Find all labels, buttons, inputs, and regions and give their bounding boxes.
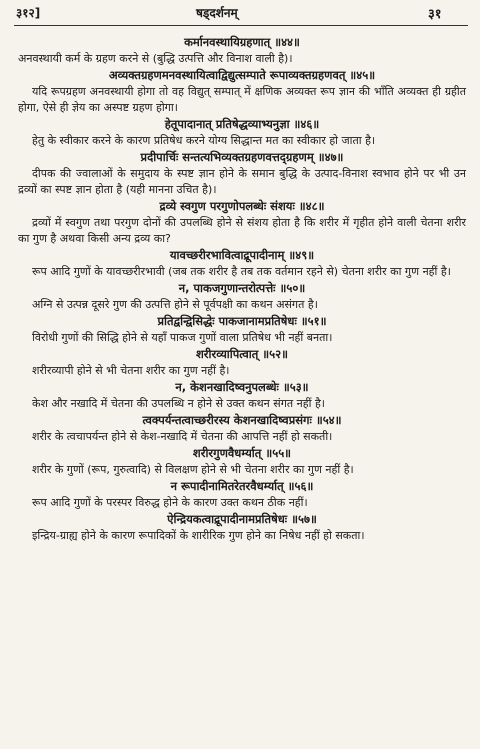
sutra-49: यावच्छरीरभावित्वाद्रूपादीनाम् ॥४९॥ xyxy=(169,248,315,262)
commentary-52: शरीरव्यापी होने से भी चेतना शरीर का गुण नहीं है। xyxy=(32,364,230,377)
sutra-57: ऐन्द्रियकत्वाद्रूपादीनामप्रतिषेधः ॥५७॥ xyxy=(167,512,317,526)
commentary-56: रूप आदि गुणों के परस्पर विरुद्ध होने के कारण उक्त कथन ठीक नहीं। xyxy=(32,496,308,509)
sutra-56: न रूपादीनामितरेतरवैधर्म्यात् ॥५६॥ xyxy=(170,479,314,493)
sutra-54: त्वक्पर्यन्तत्वाच्छरीरस्य केशनखादिष्वप्रसंगः ॥५४॥ xyxy=(142,413,342,427)
page-header xyxy=(0,4,480,22)
page-body xyxy=(18,34,466,544)
commentary-48: द्रव्यों में स्वगुण तथा परगुण दोनों की उपलब्धि होने से संशय होता है कि शरीर में गृहीत होने वाली चेतना शरीर का गुण है अथवा किसी अन्य द्रव्य का? xyxy=(18,216,466,245)
commentary-57: इन्द्रिय-ग्राह्य होने के कारण रूपादिकों के शारीरिक गुण होने का निषेध नहीं हो सकता। xyxy=(32,529,365,542)
commentary-54: शरीर के त्वचापर्यन्त होने से केश-नखादि में चेतना की आपत्ति नहीं हो सकती। xyxy=(32,430,333,443)
commentary-51: विरोधी गुणों की सिद्धि होने से यहाँ पाकज गुणों वाला प्रतिषेध भी नहीं बनता। xyxy=(32,331,333,344)
sutra-53: न, केशनखादिष्वनुपलब्धेः ॥५३॥ xyxy=(175,380,309,394)
header-rule xyxy=(14,25,468,26)
sutra-52: शरीरव्यापित्वात् ॥५२॥ xyxy=(195,347,288,361)
sutra-45: अव्यक्तग्रहणमनवस्थायित्वाद्विद्युत्सम्पाते रूपाव्यक्तग्रहणवत् ॥४५॥ xyxy=(108,68,376,82)
commentary-46: हेतु के स्वीकार करने के कारण प्रतिषेध करने योग्य सिद्धान्त मत का स्वीकार हो जाता है। xyxy=(32,134,376,147)
book-title: षड्दर्शनम् xyxy=(196,6,238,20)
sutra-44: कर्मानवस्थायिग्रहणात् ॥४४॥ xyxy=(184,35,300,49)
commentary-49: रूप आदि गुणों के यावच्छरीरभावी (जब तक शरीर है तब तक वर्तमान रहने से) चेतना शरीर का गुण नहीं है। xyxy=(32,265,451,278)
commentary-47: दीपक की ज्वालाओं के समुदाय के स्पष्ट ज्ञान होने के समान बुद्धि के उत्पाद-विनाश स्वभाव होने पर भी उन द्रव्यों का स्पष्ट ज्ञान होता है (यही मानना उचित है)। xyxy=(18,167,466,196)
sutra-50: न, पाकजगुणान्तरोत्पत्तेः ॥५०॥ xyxy=(178,281,306,295)
sutra-48: द्रव्ये स्वगुण परगुणोपलब्धेः संशयः ॥४८॥ xyxy=(159,199,325,213)
commentary-44: अनवस्थायी कर्म के ग्रहण करने से (बुद्धि उत्पत्ति और विनाश वाली है)। xyxy=(18,52,293,65)
sutra-51: प्रतिद्वन्द्विसिद्धेः पाकजानामप्रतिषेधः ॥५१॥ xyxy=(157,314,327,328)
sutra-46: हेतूपादानात् प्रतिषेद्धव्याभ्यनुज्ञा ॥४६॥ xyxy=(164,117,320,131)
commentary-53: केश और नखादि में चेतना की उपलब्धि न होने से उक्त कथन संगत नहीं है। xyxy=(32,397,325,410)
sutra-55: शरीरगुणवैधर्म्यात् ॥५५॥ xyxy=(192,446,292,460)
sutra-47: प्रदीपार्चिः सन्तत्यभिव्यक्तग्रहणवत्तद्ग्रहणम् ॥४७॥ xyxy=(140,150,344,164)
commentary-55: शरीर के गुणों (रूप, गुरुत्वादि) से विलक्षण होने से भी चेतना शरीर का गुण नहीं है। xyxy=(32,463,354,476)
commentary-50: अग्नि से उत्पन्न दूसरे गुण की उत्पत्ति होने से पूर्वपक्षी का कथन असंगत है। xyxy=(32,298,318,311)
commentary-45: यदि रूपग्रहण अनवस्थायी होगा तो वह विद्युत् सम्पात् में क्षणिक अव्यक्त रूप ज्ञान की भाँति अव्यक्त ही ग्रहीत होगा, ऐसे ही ज्ञेय का अस्पष्ट ग्रहण होगा। xyxy=(18,85,466,114)
page-number: ३१ xyxy=(428,7,442,22)
page-ref: ३१२] xyxy=(16,6,41,20)
